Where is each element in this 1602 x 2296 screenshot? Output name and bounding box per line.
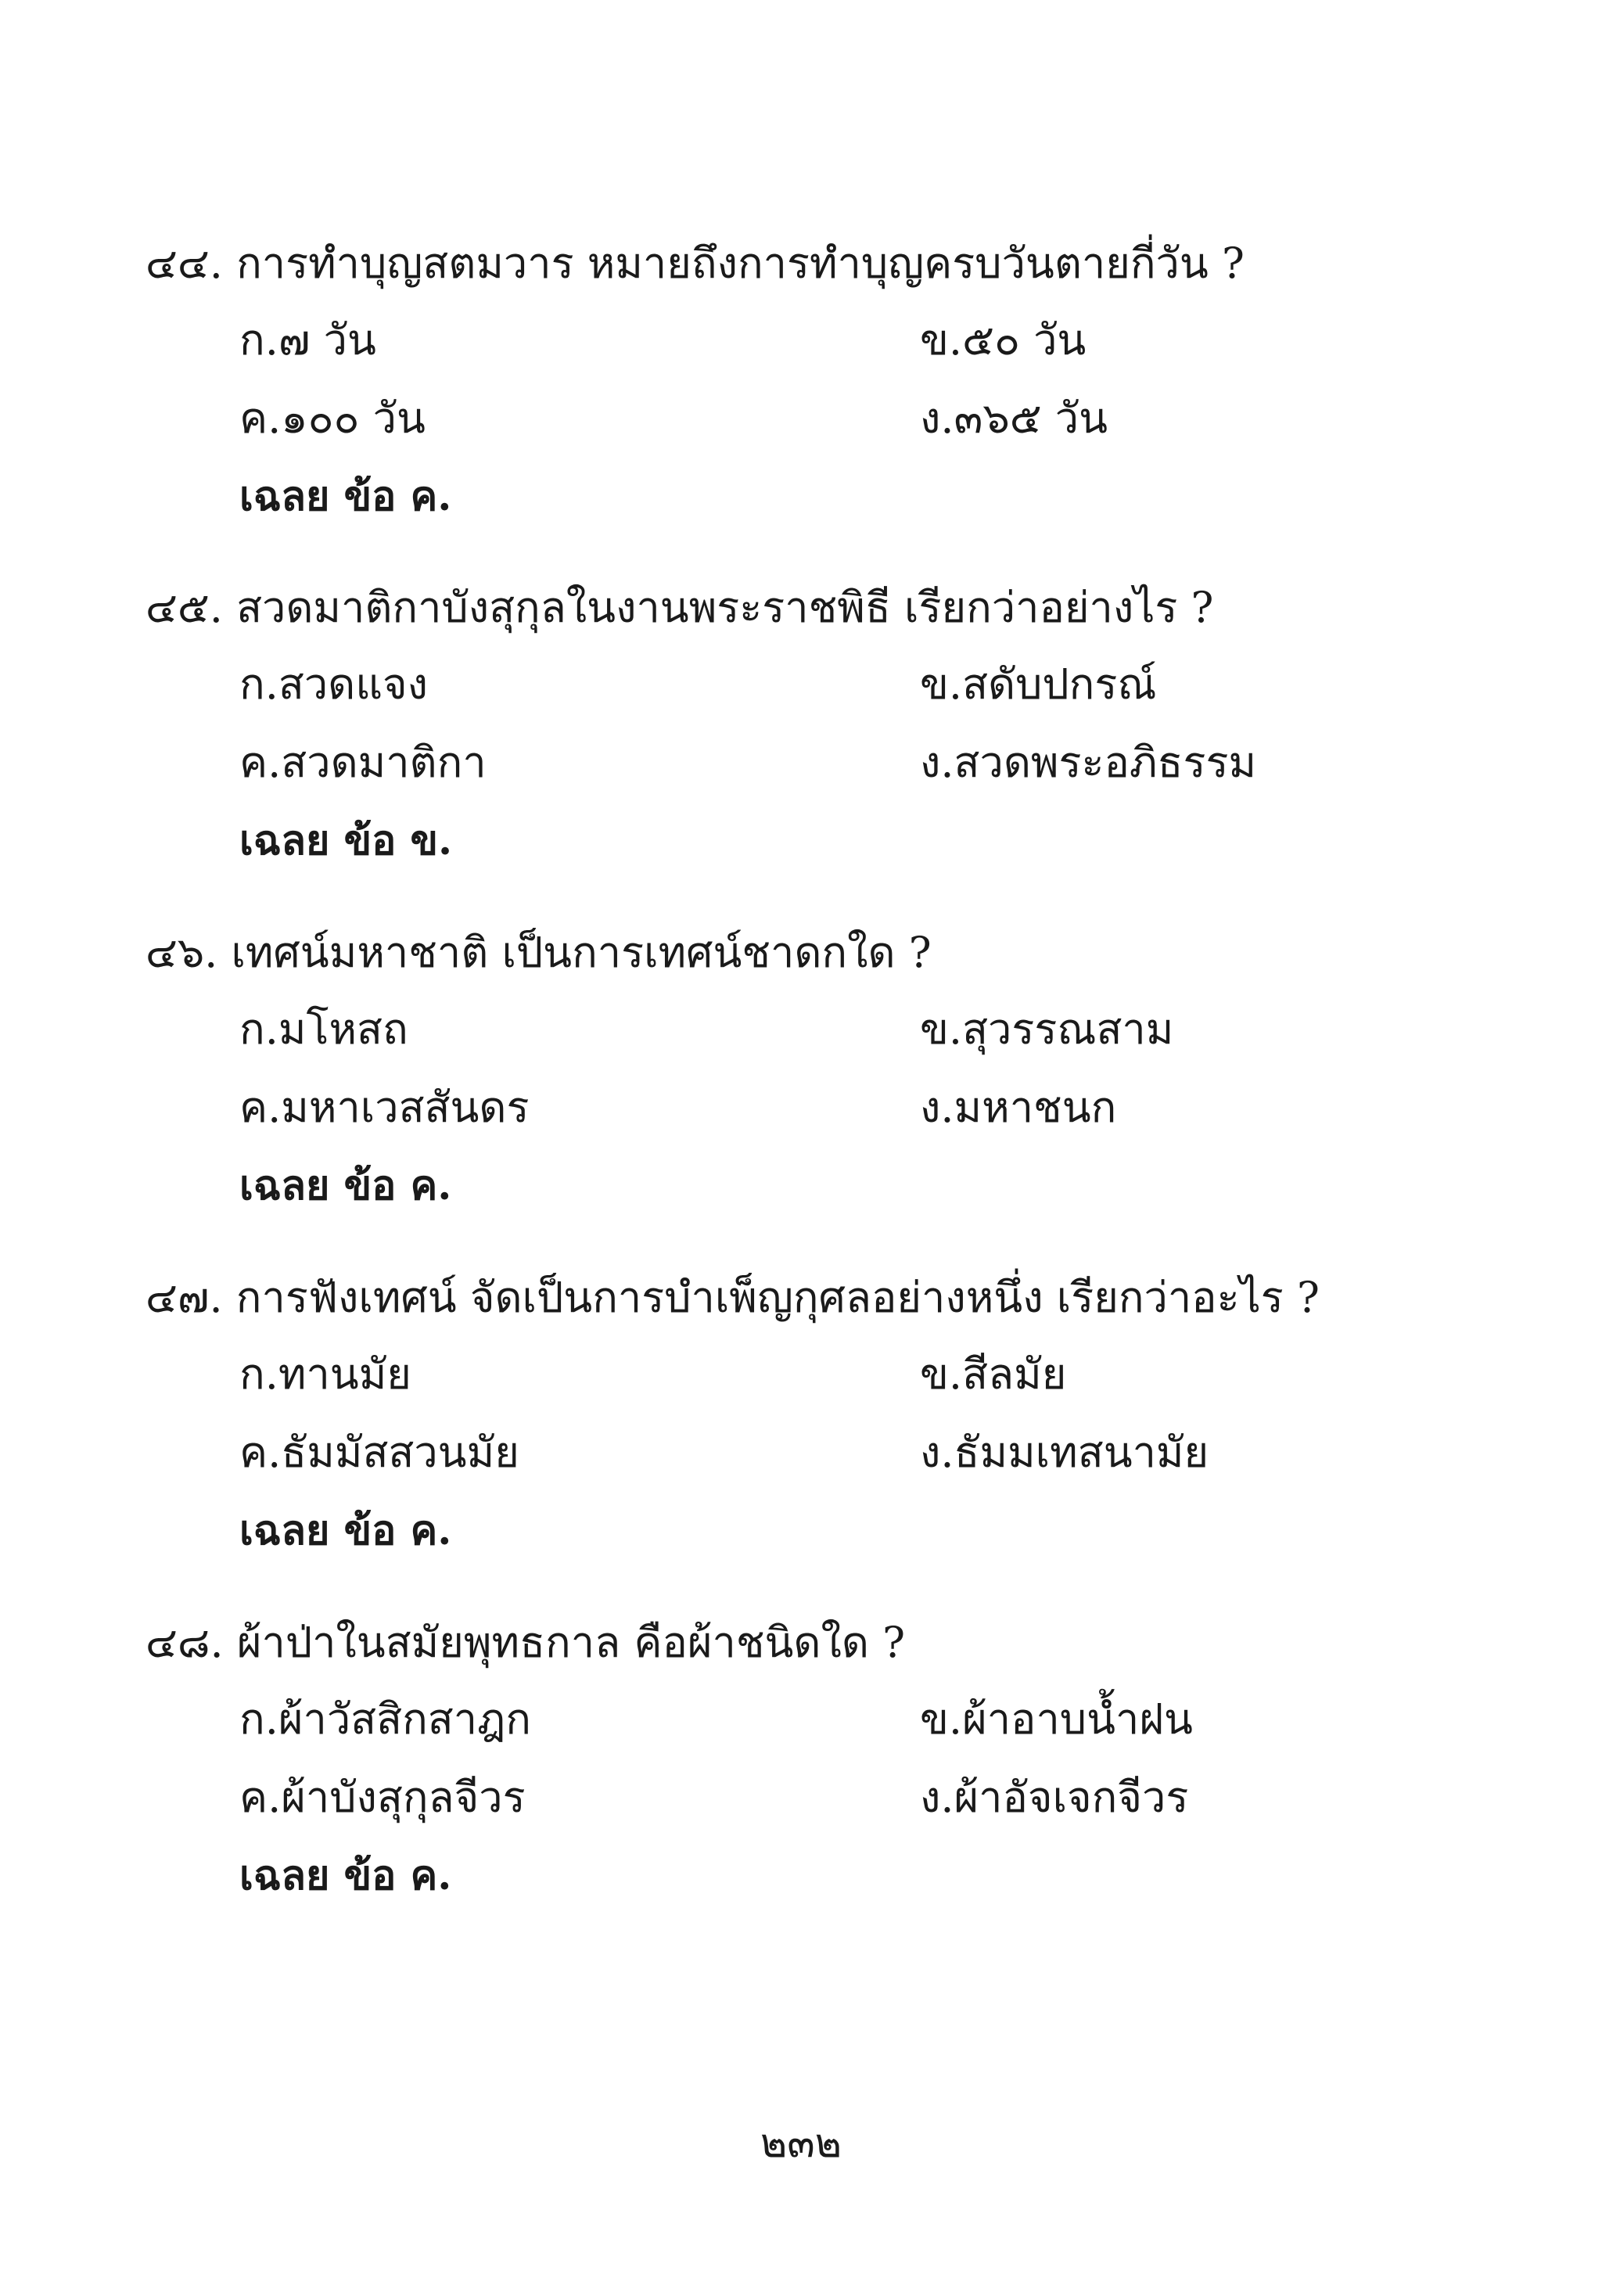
page-number: ๒๓๒ [760, 2120, 842, 2167]
answer-key: เฉลย ข้อ ค. [239, 1507, 452, 1554]
choice-row [239, 984, 1522, 1062]
choice-c: ค.๑๐๐ วัน [239, 393, 426, 443]
answer-key: เฉลย ข้อ ค. [239, 1162, 452, 1209]
choice-d: ง.ธัมมเทสนามัย [920, 1428, 1209, 1477]
choice-b: ข.สีลมัย [920, 1349, 1067, 1399]
choice-d: ง.มหาชนก [920, 1083, 1117, 1132]
choice-a: ก.ผ้าวัสสิกสาฎก [239, 1694, 531, 1744]
question-text: ๔๔. การทำบุญสตมวาร หมายถึงการทำบุญครบวันตายกี่วัน ? [145, 239, 1245, 288]
question-text: ๔๕. สวดมาติกาบังสุกุลในงานพระราชพิธี เรียกว่าอย่างไร ? [145, 583, 1214, 632]
question-47 [145, 1267, 1522, 1562]
choice-c: ค.สวดมาติกา [239, 738, 487, 787]
choice-b: ข.๕๐ วัน [920, 315, 1087, 365]
choice-b: ข.สุวรรณสาม [920, 1004, 1174, 1054]
choice-row [239, 1674, 1522, 1752]
answer-key: เฉลย ข้อ ข. [239, 817, 453, 864]
choice-c: ค.ธัมมัสสวนมัย [239, 1428, 519, 1477]
choice-row [239, 717, 1522, 796]
choice-row [239, 295, 1522, 373]
choice-row [239, 1752, 1522, 1831]
choice-d: ง.๓๖๕ วัน [920, 393, 1108, 443]
choice-c: ค.มหาเวสสันดร [239, 1083, 530, 1132]
question-44 [145, 232, 1522, 528]
choice-a: ก.สวดแจง [239, 659, 429, 709]
choice-b: ข.ผ้าอาบน้ำฝน [920, 1694, 1193, 1744]
choice-d: ง.สวดพระอภิธรรม [920, 738, 1257, 787]
choice-row [239, 639, 1522, 717]
choice-c: ค.ผ้าบังสุกุลจีวร [239, 1773, 526, 1822]
question-48 [145, 1612, 1522, 1907]
choice-row [239, 373, 1522, 451]
choice-row [239, 1407, 1522, 1486]
question-45 [145, 577, 1522, 872]
answer-key: เฉลย ข้อ ค. [239, 1852, 452, 1899]
choice-b: ข.สดับปกรณ์ [920, 659, 1157, 709]
question-46 [145, 922, 1522, 1217]
choice-a: ก.๗ วัน [239, 315, 376, 365]
question-text: ๔๗. การฟังเทศน์ จัดเป็นการบำเพ็ญกุศลอย่างหนึ่ง เรียกว่าอะไร ? [145, 1273, 1320, 1322]
question-text: ๔๖. เทศน์มหาชาติ เป็นการเทศน์ชาดกใด ? [145, 928, 932, 977]
choice-a: ก.มโหสถ [239, 1004, 408, 1054]
answer-key: เฉลย ข้อ ค. [239, 472, 452, 520]
choice-row [239, 1062, 1522, 1141]
choice-a: ก.ทานมัย [239, 1349, 411, 1399]
choice-row [239, 1329, 1522, 1407]
question-text: ๔๘. ผ้าป่าในสมัยพุทธกาล คือผ้าชนิดใด ? [145, 1618, 906, 1667]
choice-d: ง.ผ้าอัจเจกจีวร [920, 1773, 1189, 1822]
